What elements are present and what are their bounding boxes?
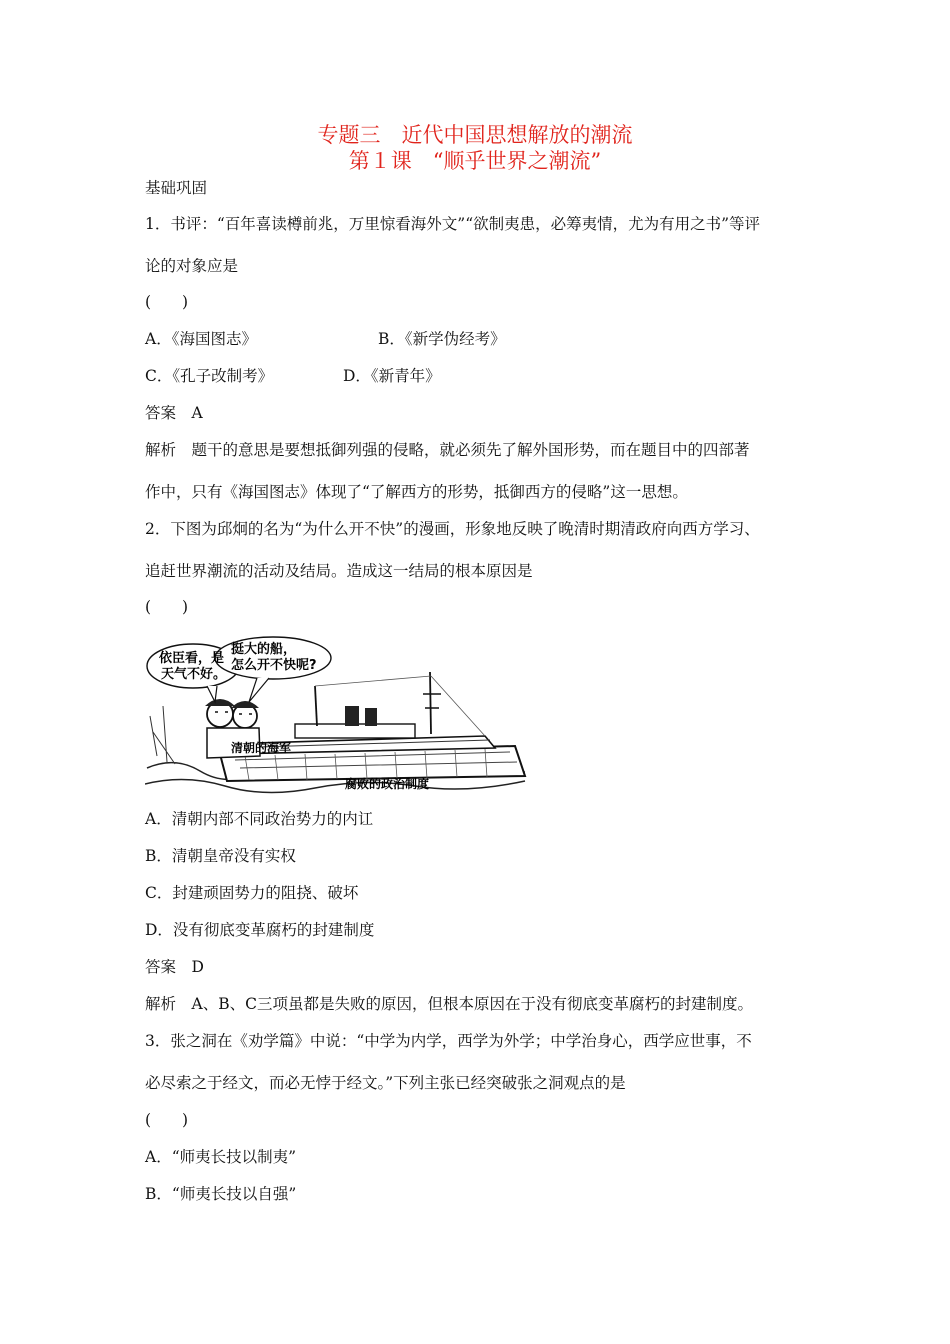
q1-stem-line2: 论的对象应是 — [145, 257, 239, 275]
q3-stem-line1: 3．张之洞在《劝学篇》中说：“中学为内学，西学为外学；中学治身心，西学应世事，不 — [145, 1032, 752, 1050]
q2-paren: ( ) — [145, 598, 189, 616]
lesson-title: 第１课 “顺乎世界之潮流” — [348, 149, 602, 173]
q1-answer: 答案 A — [145, 404, 203, 422]
cartoon-illustration — [145, 636, 527, 794]
bubble-left-line1: 依臣看，是 — [159, 651, 225, 666]
q3-option-a: A．“师夷长技以制夷” — [145, 1148, 297, 1166]
q2-option-c: C．封建顽固势力的阻挠、破坏 — [145, 884, 359, 902]
q1-option-b: B．《新学伪经考》 — [378, 330, 506, 348]
q3-option-b: B．“师夷长技以自强” — [145, 1185, 297, 1203]
q2-stem-line2: 追赶世界潮流的活动及结局。造成这一结局的根本原因是 — [145, 562, 533, 580]
q2-stem-line1: 2．下图为邱炯的名为“为什么开不快”的漫画，形象地反映了晚清时期清政府向西方学习、 — [145, 520, 760, 538]
bubble-left-line2: 天气不好。 — [161, 667, 227, 682]
q3-stem-line2: 必尽索之于经文，而必无悖于经文。”下列主张已经突破张之洞观点的是 — [145, 1074, 626, 1092]
q1-analysis-line2: 作中，只有《海国图志》体现了“了解西方的形势，抵御西方的侵略”这一思想。 — [145, 483, 688, 501]
q1-stem-line1: 1．书评：“百年喜读樽前兆，万里惊看海外文”“欲制夷患，必筹夷情，尤为有用之书”等评 — [145, 215, 761, 233]
page-title: 专题三 近代中国思想解放的潮流 — [317, 123, 633, 147]
bubble-right-line2: 怎么开不快呢? — [231, 658, 317, 673]
q2-option-d: D．没有彻底变革腐朽的封建制度 — [145, 921, 375, 939]
bubble-right-line1: 挺大的船， — [231, 642, 297, 657]
q1-paren: ( ) — [145, 293, 189, 311]
ship-label: 清朝的海军 — [231, 741, 292, 755]
base-label: 腐败的政治制度 — [345, 777, 430, 791]
q2-option-b: B．清朝皇帝没有实权 — [145, 847, 296, 865]
q3-paren: ( ) — [145, 1111, 189, 1129]
q1-option-a: A．《海国图志》 — [145, 330, 257, 348]
q2-analysis: 解析 A、B、C三项虽都是失败的原因，但根本原因在于没有彻底变革腐朽的封建制度。 — [145, 995, 753, 1013]
q1-analysis-line1: 解析 题干的意思是要想抵御列强的侵略，就必须先了解外国形势，而在题目中的四部著 — [145, 441, 750, 459]
q2-answer: 答案 D — [145, 958, 204, 976]
q1-option-c: C．《孔子改制考》 — [145, 367, 274, 385]
q2-option-a: A．清朝内部不同政治势力的内讧 — [145, 810, 374, 828]
q1-option-d: D．《新青年》 — [343, 367, 441, 385]
section-heading: 基础巩固 — [145, 179, 208, 197]
